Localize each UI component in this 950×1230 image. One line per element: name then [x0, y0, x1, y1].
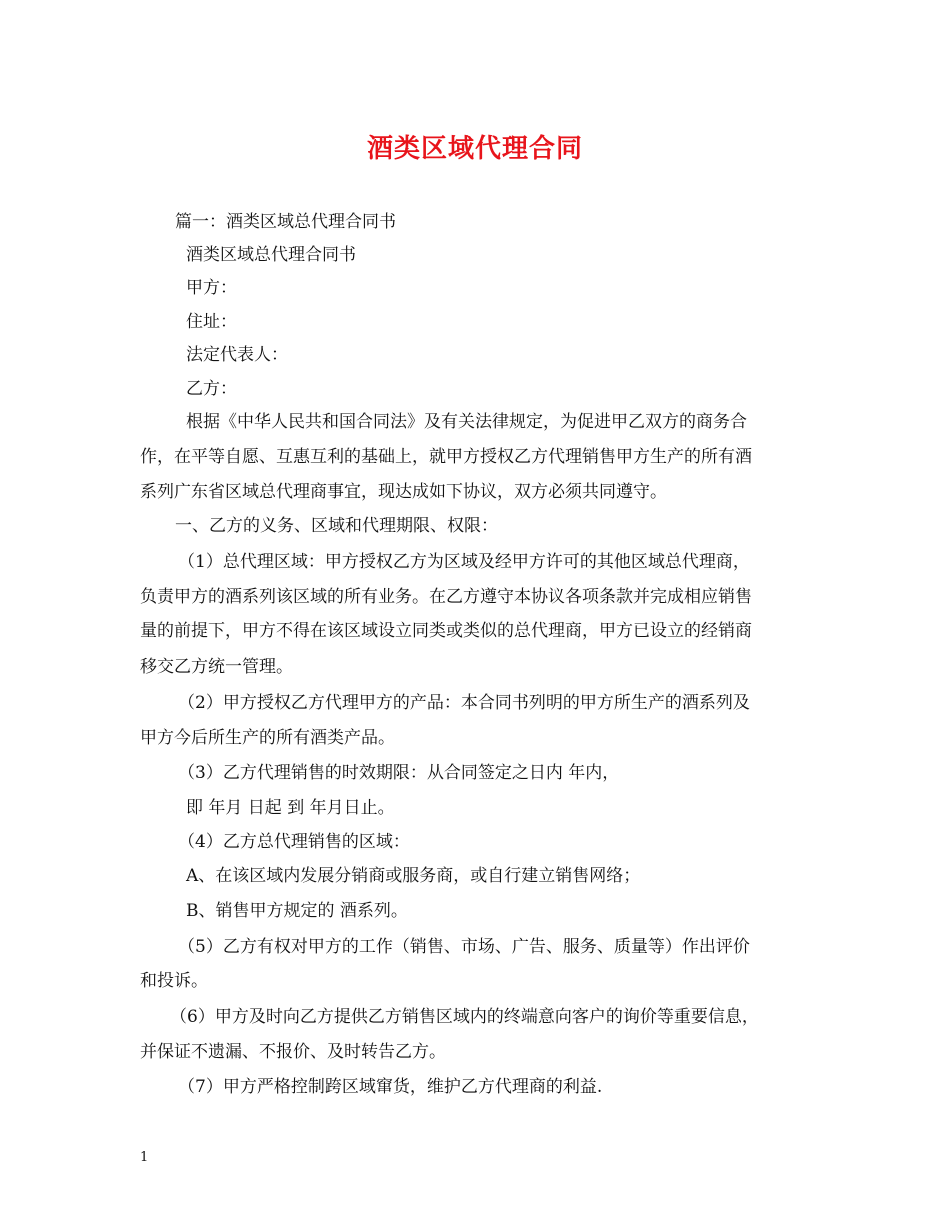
- paragraph-line: （5）乙方有权对甲方的工作（销售、市场、广告、服务、质量等）作出评价: [178, 937, 750, 957]
- clause-heading: 一、乙方的义务、区域和代理期限、权限：: [175, 516, 498, 536]
- paragraph-line: 作，在平等自愿、互惠互利的基础上，就甲方授权乙方代理销售甲方生产的所有酒: [140, 447, 752, 467]
- paragraph-line: 移交乙方统一管理。: [140, 657, 293, 677]
- paragraph-line: 和投诉。: [140, 971, 208, 991]
- paragraph-line: A、在该区域内发展分销商或服务商，或自行建立销售网络；: [186, 866, 641, 886]
- contract-subtitle: 酒类区域总代理合同书: [186, 245, 356, 265]
- page-number: 1: [140, 1150, 149, 1165]
- legal-representative-field: 法定代表人：: [186, 345, 288, 365]
- party-a-field: 甲方：: [186, 278, 237, 298]
- paragraph-line: （3）乙方代理销售的时效期限：从合同签定之日内 年内，: [178, 763, 620, 783]
- paragraph-line: 根据《中华人民共和国合同法》及有关法律规定，为促进甲乙双方的商务合: [186, 412, 747, 432]
- paragraph-line: （1）总代理区域：甲方授权乙方为区域及经甲方许可的其他区域总代理商，: [178, 552, 750, 572]
- document-title: 酒类区域代理合同: [366, 134, 583, 164]
- address-field: 住址：: [186, 312, 237, 332]
- party-b-field: 乙方：: [186, 379, 237, 399]
- paragraph-line: （7）甲方严格控制跨区域窜货，维护乙方代理商的利益.: [178, 1077, 603, 1097]
- paragraph-line: 系列广东省区域总代理商事宜，现达成如下协议，双方必须共同遵守。: [140, 482, 667, 502]
- paragraph-line: B、销售甲方规定的 酒系列。: [186, 901, 408, 921]
- paragraph-line: 甲方今后所生产的所有酒类产品。: [140, 728, 395, 748]
- paragraph-line: 负责甲方的酒系列该区域的所有业务。在乙方遵守本协议各项条款并完成相应销售: [140, 587, 752, 607]
- paragraph-line: 即 年月 日起 到 年月日止。: [186, 798, 395, 818]
- paragraph-line: （6）甲方及时向乙方提供乙方销售区域内的终端意向客户的询价等重要信息，: [170, 1007, 759, 1027]
- paragraph-line: 并保证不遗漏、不报价、及时转告乙方。: [140, 1042, 446, 1062]
- paragraph-line: （2）甲方授权乙方代理甲方的产品：本合同书列明的甲方所生产的酒系列及: [178, 693, 750, 713]
- paragraph-line: 量的前提下，甲方不得在该区域设立同类或类似的总代理商，甲方已设立的经销商: [140, 621, 752, 641]
- section-heading: 篇一：酒类区域总代理合同书: [175, 212, 396, 232]
- paragraph-line: （4）乙方总代理销售的区域：: [178, 832, 410, 852]
